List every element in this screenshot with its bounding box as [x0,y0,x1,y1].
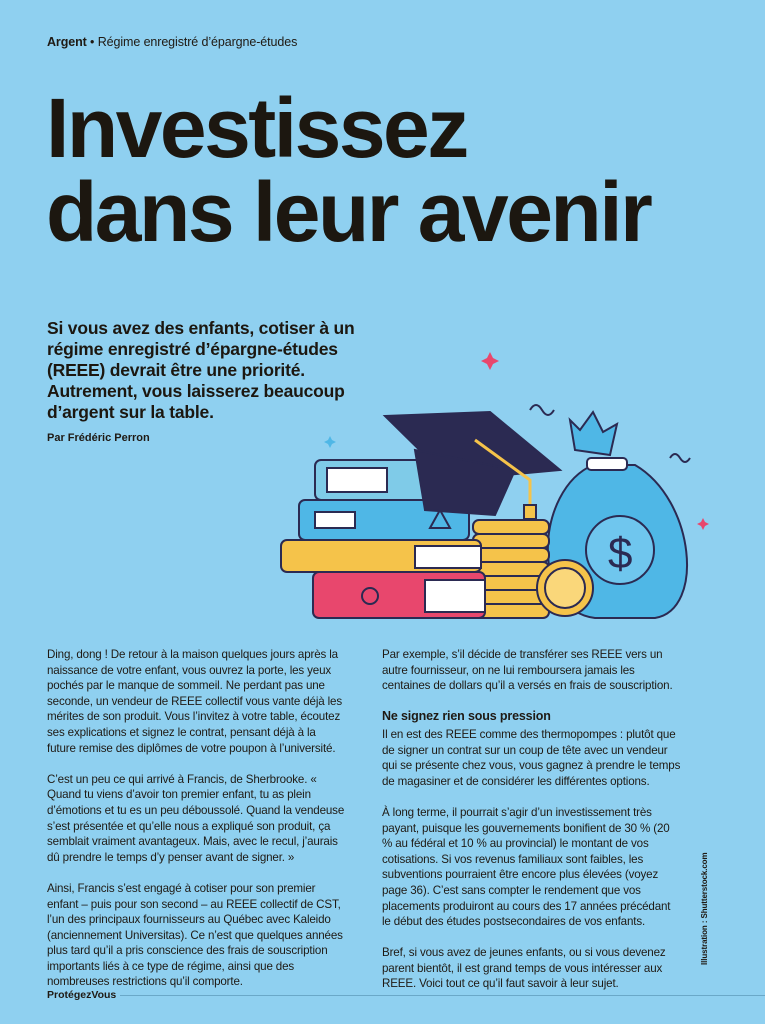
rubric-separator: • [86,35,98,49]
sparkle-icon [324,436,336,448]
sparkle-icon [481,352,499,370]
article-column-2 [382,647,682,1008]
paragraph: Ainsi, Francis s’est engagé à cotiser pour son premier enfant – puis pour son second – au REEE collectif de CST, l’un des principaux fournisseurs au Québec avec Kaleido (anciennement Universitas). Ce n’est que quelques années plus tard qu’il a pris conscience des frais de souscription importants liés à ce type de régime, ainsi que des nombreuses restrictions qu’il comporte. [47,881,343,989]
footer-divider [120,995,765,996]
headline-line-2: dans leur avenir [46,165,651,259]
headline-line-1: Investissez [46,81,467,175]
rubric-section: Argent [47,35,87,49]
paragraph: C’est un peu ce qui arrivé à Francis, de Sherbrooke. « Quand tu viens d’avoir ton premier enfant, tu as plein d’émotions et tu es un peu déboussolé. Quand la vendeuse s’est présentée et qu’elle nous a expliqué son produit, ça semblait vraiment avantageux. Mais, avec le recul, j’aurais dû prendre le temps d’y penser avant de signer. » [47,772,345,864]
section-rubric [47,35,297,49]
illustration-credit: Illustration : Shutterstock.com [700,852,709,965]
paragraph: Par exemple, s’il décide de transférer ses REEE vers un autre fournisseur, on ne lui remboursera jamais les centaines de dollars qu’il a versés en frais de souscription. [382,648,673,693]
paragraph: Bref, si vous avez de jeunes enfants, ou si vous devenez parent bientôt, il est grand temps de vous intéresser aux REEE. Voici tout ce qu’il faut savoir à leur sujet. [382,946,666,991]
article-headline [46,81,746,259]
article-byline: Par Frédéric Perron [47,432,150,444]
rubric-topic: Régime enregistré d’épargne-études [97,35,298,49]
section-subhead: Ne signez rien sous pression [382,709,551,724]
footer-brand: ProtégezVous [47,989,117,1001]
sparkle-icon [697,518,709,530]
article-column-1 [47,647,347,1006]
squiggle-icon [530,405,554,415]
article-intro: Si vous avez des enfants, cotiser à un régime enregistré d’épargne-études (REEE) devrait être une priorité. Autrement, vous laisserez beaucoup d’argent sur la table. [47,318,355,422]
education-savings-illustration [275,340,715,630]
svg-text:$: $ [608,529,633,578]
squiggle-icon [670,454,690,462]
paragraph: Ding, dong ! De retour à la maison quelques jours après la naissance de votre enfant, vous ouvrez la porte, les yeux pochés par le manque de sommeil. Ne perdant pas une seconde, un vendeur de REEE collectif vous vante déjà les mérites de son produit. Vous l’invitez à votre table, écoutez ses explications et signez le contrat, pensant déjà à la future remise des diplômes de votre poupon à l’université. [47,648,343,755]
paragraph: Il en est des REEE comme des thermopompes : plutôt que de signer un contrat sur un coup de tête avec un vendeur qui se présente chez vous, vous gagnez à prendre le temps de magasiner et de considérer les différentes options. [382,727,681,788]
paragraph: À long terme, il pourrait s’agir d’un investissement très payant, puisque les gouvernements bonifient de 30 % (20 % au fédéral et 10 % au provincial) le montant de vos cotisations. Si vos revenus familiaux sont faibles, les subventions pourraient être encore plus élevées (voyez page 36). C’est sans compter le rendement que vos placements produiront au cours des 17 années précédant le début des études postsecondaires de vos enfants. [382,805,671,929]
